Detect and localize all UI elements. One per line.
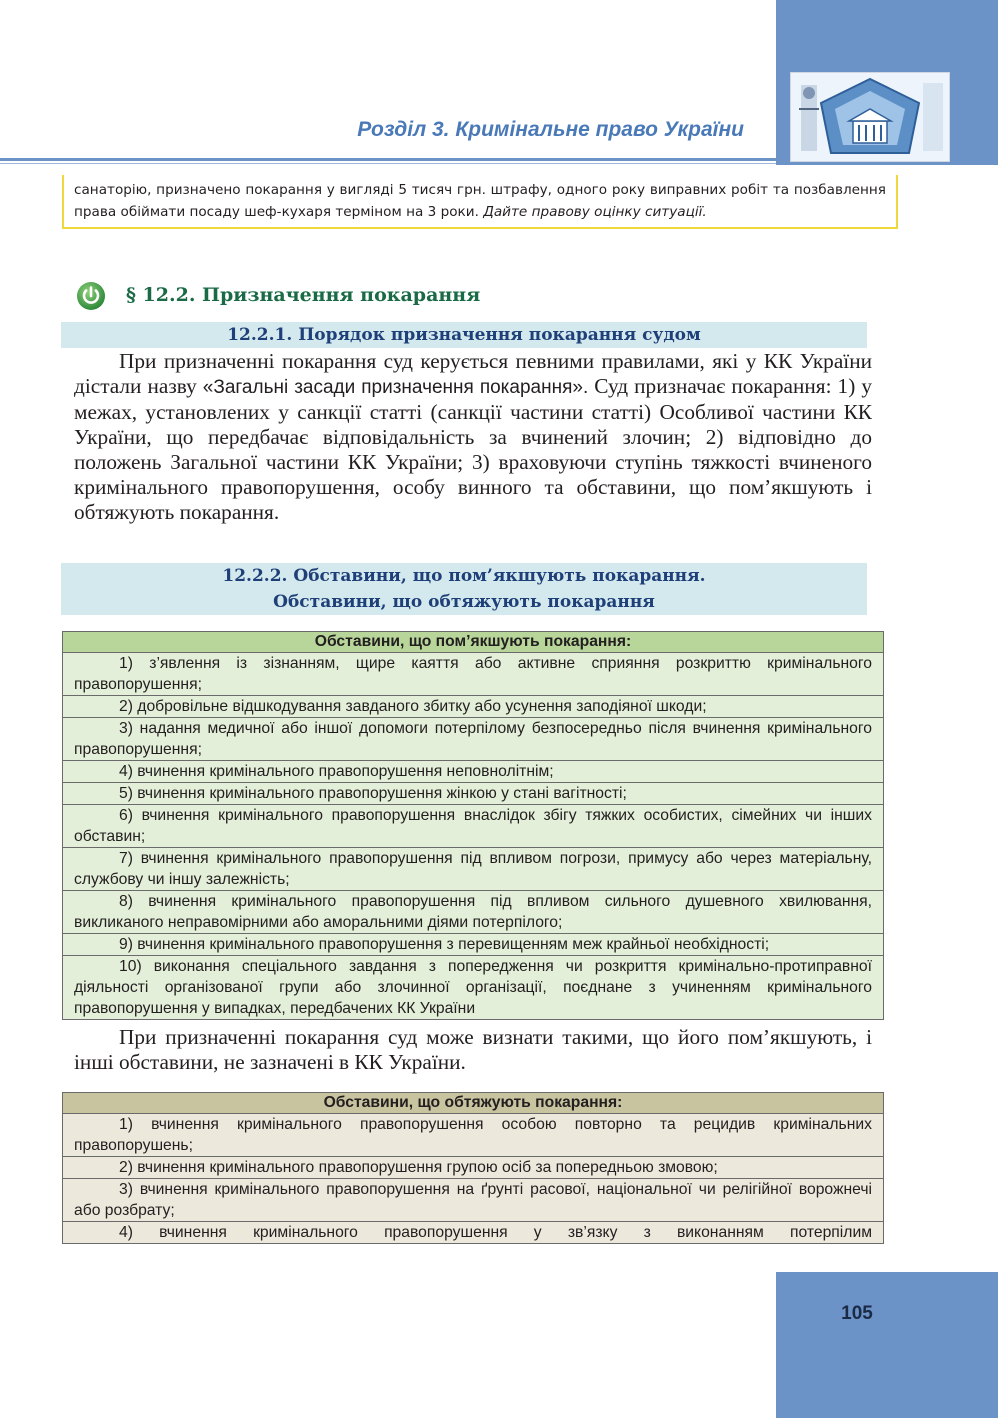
task-text: санаторію, призначено покарання у вигляді 5 тисяч грн. штрафу, одного року виправних робіт та позбавлення права обіймати посаду шеф-кухаря терміном на 3 роки. [74, 182, 886, 220]
subsection-title-2-line1: 12.2.2. Обставини, що пом’якшують покарання. [222, 566, 706, 586]
aggravating-header: Обставини, що обтяжують покарання: [63, 1093, 884, 1114]
mitigating-item: 9) вчинення кримінального правопорушення з перевищенням меж крайньої необхідності; [119, 936, 770, 953]
table-row [63, 1222, 884, 1244]
middle-paragraph [74, 1025, 872, 1075]
aggravating-item: 3) вчинення кримінального правопорушення на ґрунті расової, національної чи релігійної ворожнечі або розбрату; [74, 1181, 872, 1219]
intro-quote: «Загальні засади призначення покарання». [202, 377, 589, 398]
subsection-title-2-line2: Обставини, що обтяжують покарання [273, 592, 655, 612]
table-row [63, 934, 884, 956]
table-row [63, 956, 884, 1020]
mitigating-item: 7) вчинення кримінального правопорушення під впливом погрози, примусу або через матеріальну, службову чи іншу залежність; [74, 850, 872, 888]
intro-paragraph [74, 349, 872, 525]
table-row [63, 1114, 884, 1157]
header-divider-thin [0, 163, 776, 164]
mitigating-item: 3) надання медичної або іншої допомоги потерпілому безпосередньо після вчинення кримінального правопорушення; [74, 720, 872, 758]
section-title: § 12.2. Призначення покарання [126, 284, 481, 306]
table-row [63, 653, 884, 696]
mitigating-item: 6) вчинення кримінального правопорушення внаслідок збігу тяжких особистих, сімейних чи інших обставин; [74, 807, 872, 845]
table-row [63, 1179, 884, 1222]
subsection-title-1: 12.2.1. Порядок призначення покарання судом [61, 322, 867, 348]
power-icon [76, 281, 106, 311]
mitigating-item: 4) вчинення кримінального правопорушення неповнолітнім; [119, 763, 554, 780]
mitigating-item: 5) вчинення кримінального правопорушення жінкою у стані вагітності; [119, 785, 627, 802]
table-row [63, 718, 884, 761]
table-row [63, 696, 884, 718]
justice-emblem-icon [791, 73, 949, 161]
aggravating-item: 2) вчинення кримінального правопорушення групою осіб за попередньою змовою; [119, 1159, 718, 1176]
table-row [63, 783, 884, 805]
mitigating-item: 8) вчинення кримінального правопорушення під впливом сильного душевного хвилювання, викликаного неправомірними або аморальними діями потерпілого; [74, 893, 872, 931]
header-divider [0, 158, 776, 161]
middle-paragraph-text: При призначенні покарання суд може визнати такими, що його пом’якшують, і інші обставини, не зазначені в КК України. [74, 1025, 872, 1074]
table-row [63, 805, 884, 848]
mitigating-item: 2) добровільне відшкодування завданого збитку або усунення заподіяної шкоди; [119, 698, 707, 715]
table-row [63, 848, 884, 891]
mitigating-header: Обставини, що пом’якшують покарання: [63, 632, 884, 653]
table-row [63, 891, 884, 934]
mitigating-item: 10) виконання спеціального завдання з попередження чи розкриття кримінально-протиправної діяльності організованої групи або злочинної організації, поєднане з учиненням кримінального правопорушення у випадках, передбачених КК України [74, 958, 872, 1017]
task-box [62, 175, 898, 229]
page-number: 105 [841, 1303, 873, 1324]
task-question: Дайте правову оцінку ситуації. [483, 204, 707, 220]
mitigating-table [62, 631, 884, 1020]
table-row [63, 1157, 884, 1179]
table-row [63, 761, 884, 783]
intro-text-after: Суд призначає покарання: 1) у межах, установлених у санкції статті (санкції частини статті) Особливої частини КК України, що передбачає відповідальність за вчинений злочин; 2) відповідно до положень Загальної частини КК України; 3) враховуючи ступінь тяжкості вчиненого кримінального правопорушення, особу винного та обставини, що пом’якшують і обтяжують покарання. [74, 374, 872, 524]
subsection-title-2 [61, 563, 867, 615]
mitigating-item: 1) з’явлення із зізнанням, щире каяття або активне сприяння розкриттю кримінального правопорушення; [74, 655, 872, 693]
emblem-image [790, 72, 950, 162]
footer-corner-box [776, 1272, 998, 1418]
aggravating-item: 1) вчинення кримінального правопорушення особою повторно та рецидив кримінальних правопорушень; [74, 1116, 872, 1154]
intro-text-before: При призначенні покарання суд керується певними правилами, які у КК України дістали назву [74, 349, 872, 398]
aggravating-item: 4) вчинення кримінального правопорушення у зв’язку з виконанням потерпілим [119, 1224, 872, 1241]
chapter-title: Розділ 3. Кримінальне право України [357, 118, 744, 141]
aggravating-table [62, 1092, 884, 1244]
